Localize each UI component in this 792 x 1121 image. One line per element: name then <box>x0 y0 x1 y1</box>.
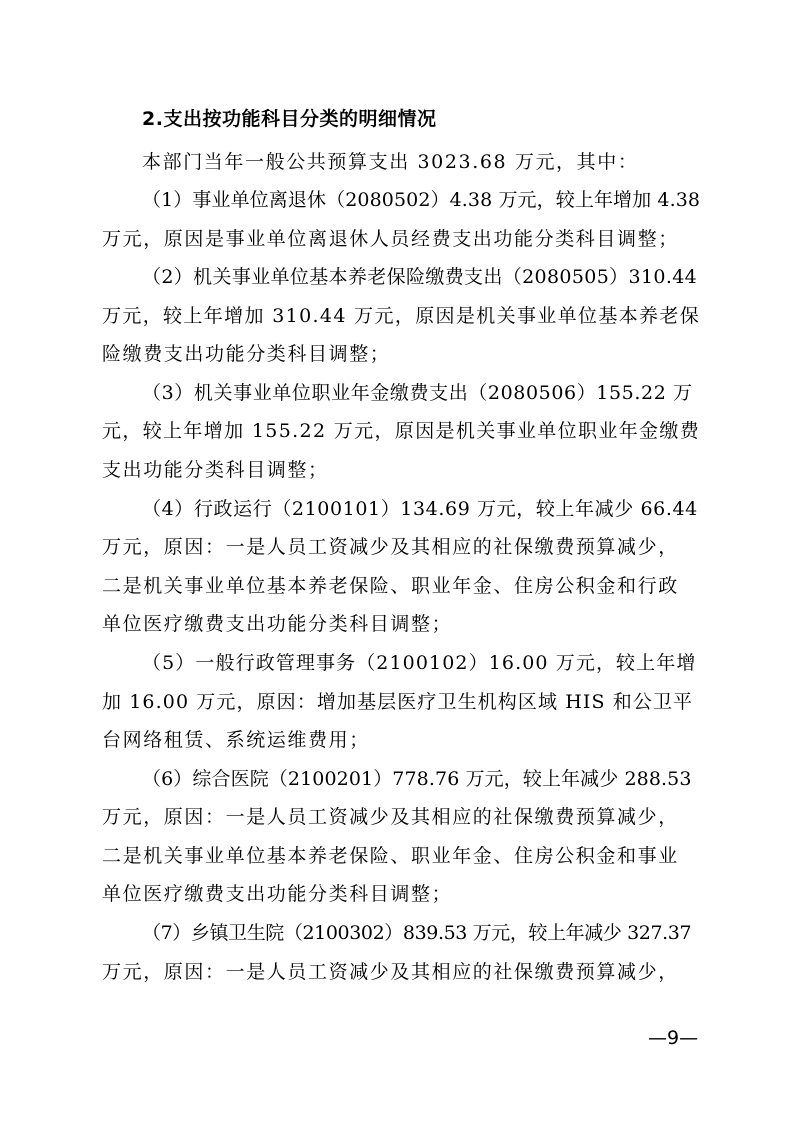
item-2-line-2: 万元，较上年增加 310.44 万元，原因是机关事业单位基本养老保 <box>102 305 701 327</box>
page-number: —9— <box>648 1027 699 1049</box>
item-6-line-2: 万元，原因：一是人员工资减少及其相应的社保缴费预算减少， <box>102 806 679 828</box>
item-2-line-1: （2）机关事业单位基本养老保险缴费支出（2080505）310.44 <box>142 266 698 288</box>
item-3-line-2: 元，较上年增加 155.22 万元，原因是机关事业单位职业年金缴费 <box>102 420 701 442</box>
item-4-line-2: 万元，原因：一是人员工资减少及其相应的社保缴费预算减少， <box>102 536 679 558</box>
item-1-line-2: 万元，原因是事业单位离退休人员经费支出功能分类科目调整； <box>102 228 679 250</box>
section-heading: 2.支出按功能科目分类的明细情况 <box>142 108 437 130</box>
item-6-line-4: 单位医疗缴费支出功能分类科目调整； <box>102 883 453 905</box>
item-6-line-3: 二是机关事业单位基本养老保险、职业年金、住房公积金和事业 <box>102 845 679 867</box>
item-4-line-3: 二是机关事业单位基本养老保险、职业年金、住房公积金和行政 <box>102 575 679 597</box>
item-5-line-1: （5）一般行政管理事务（2100102）16.00 万元，较上年增 <box>142 652 697 674</box>
item-1-line-1: （1）事业单位离退休（2080502）4.38 万元，较上年增加 4.38 <box>142 189 701 211</box>
intro-line: 本部门当年一般公共预算支出 3023.68 万元，其中： <box>142 151 639 173</box>
item-5-line-3: 台网络租赁、系统运维费用； <box>102 729 370 751</box>
item-2-line-3: 险缴费支出功能分类科目调整； <box>102 343 391 365</box>
item-7-line-2: 万元，原因：一是人员工资减少及其相应的社保缴费预算减少， <box>102 961 679 983</box>
item-6-line-1: （6）综合医院（2100201）778.76 万元，较上年减少 288.53 <box>142 768 692 790</box>
item-4-line-4: 单位医疗缴费支出功能分类科目调整； <box>102 613 453 635</box>
item-3-line-1: （3）机关事业单位职业年金缴费支出（2080506）155.22 万 <box>142 382 693 404</box>
item-4-line-1: （4）行政运行（2100101）134.69 万元，较上年减少 66.44 <box>142 498 698 520</box>
item-3-line-3: 支出功能分类科目调整； <box>102 459 329 481</box>
item-5-line-2: 加 16.00 万元，原因：增加基层医疗卫生机构区域 HIS 和公卫平 <box>102 691 694 713</box>
item-7-line-1: （7）乡镇卫生院（2100302）839.53 万元，较上年减少 327.37 <box>142 922 692 944</box>
